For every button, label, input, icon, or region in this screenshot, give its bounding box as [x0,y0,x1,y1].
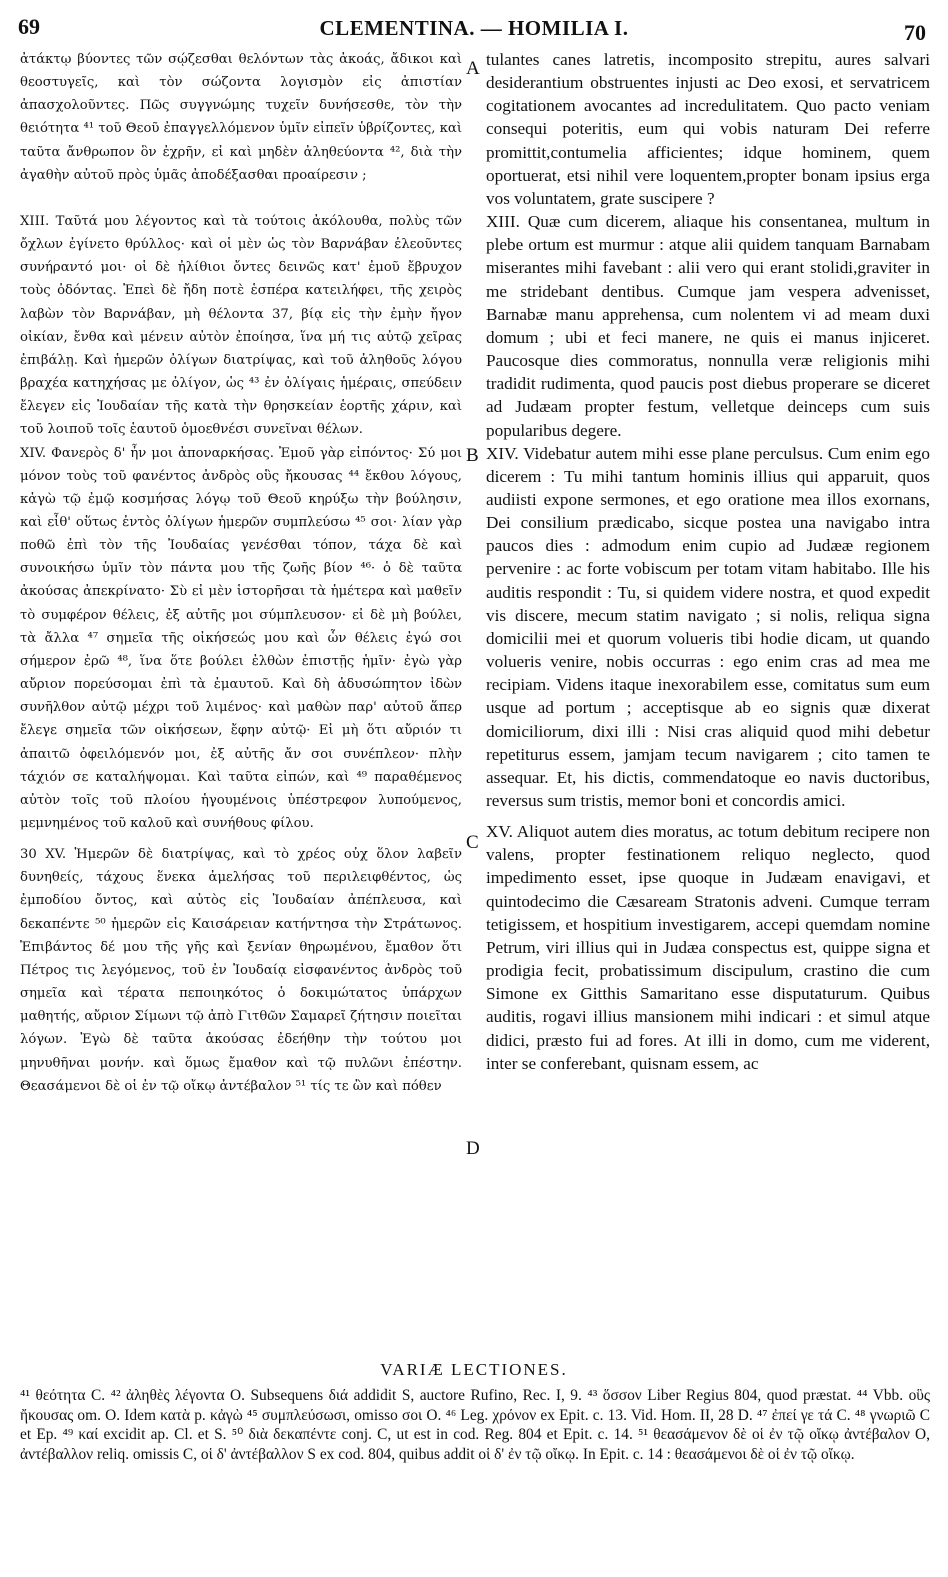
greek-paragraph-xv: 30 XV. Ἡμερῶν δὲ διατρίψας, καὶ τὸ χρέος οὐχ ὅλον λαβεῖν δυνηθείς, τάχους ἕνεκα ἀμελήσας τοῦ περιλειφθέντος, ὡς ἐμποδίου ὄντος, καὶ αὐτὸς εἰς Ἰουδαίαν ἀπέπλευσα, καὶ δεκαπέντε ⁵⁰ ἡμερῶν εἰς Καισάρειαν κατήντησα τὴν Στράτωνος. Ἐπιβάντος δέ μου τῆς γῆς καὶ ξενίαν θηρωμένου, ἔμαθον ὅτι Πέτρος τις λεγόμενος, τοῦ ἐν Ἰουδαίᾳ εἰσφανέντος ἀνδρὸς τοῦ σημεῖα καὶ τέρατα πεποιηκότος ὁ δοκιμώτατος ὑπάρχων μαθητής, αὔριον Σίμωνι τῷ ἀπὸ Γιτθῶν Σαμαρεῖ ζήτησιν ποιεῖται λόγων. Ἐγὼ δὲ ταῦτα ἀκούσας ἐδεήθην τὴν τούτου μοι μηνυθῆναι μονήν. καὶ ὅμως ἔμαθον καὶ τῷ πυλῶνι ἐπέστην. Θεασάμενοι δὲ οἱ ἐν τῷ οἴκῳ ἀντέβαλον ⁵¹ τίς τε ὢν καὶ πόθεν [20,847,462,1094]
greek-text-column [20,48,462,1098]
greek-paragraph-intro: ἀτάκτῳ βύοντες τῶν σῴζεσθαι θελόντων τὰς ἀκοάς, ἄδικοι καὶ θεοστυγεῖς, καὶ τὸν σώζοντα λογισμὸν εἰς ἀπιστίαν ἀπασχολοῦντες. Πῶς συγγνώμης τυχεῖν δυνήσεσθε, τὸν τὴν θειότητα ⁴¹ τοῦ Θεοῦ ἐπαγγελλόμενον ὑμῖν εἰπεῖν ὑβρίζοντες, καὶ ταῦτα ἄνθρωπον ὃν ἐχρῆν, εἰ καὶ μηδὲν ἀληθεύοντα ⁴², διὰ τὴν ἀγαθὴν αὐτοῦ πρὸς ὑμᾶς ἀποδέξασθαι προαίρεσιν ; [20,52,462,183]
latin-paragraph-xiii: XIII. Quæ cum dicerem, aliaque his consentanea, multum in plebe ortum est murmur : atque alii quidem tanquam Barnabam miserantes mihi favebant : alii vero qui erant stolidi,graviter in me stridebant dentibus. Cumque jam vespera advenisset, Barnabæ manu apprehensa, cum nolentem vi ad meam duxi domum ; ubi et feci manere, ne quis ei manus injiceret. Paucosque dies commoratus, nonnulla veræ religionis mihi tradidit rudimenta, quod paucis post diebus properare se diceret ad Judæam propter festum, velletque deinceps cum suis popularibus degere. [486,212,930,440]
margin-letter-b: B [466,445,479,466]
margin-letter-a: A [466,58,480,79]
variae-lectiones-notes: ⁴¹ θεότητα C. ⁴² ἀληθὲς λέγοντα O. Subsequens διά addidit S, auctore Rufino, Rec. I, 9. ⁴³ ὅσσον Liber Regius 804, quod præstat. ⁴⁴ Vbb. οὓς ἤκουσας om. O. Idem κατὰ p. κἀγὼ ⁴⁵ συμπλεύσωσι, omisso σοι O. ⁴⁶ Leg. χρόνον ex Epit. c. 13. Vid. Hom. II, 28 D. ⁴⁷ ἐπεί γε τά C. ⁴⁸ γνωριῶ C et Ep. ⁴⁹ καί excidit ap. Cl. et S. ⁵⁰ διὰ δεκαπέντε conj. C, ut est in cod. Reg. 804 et Epit. c. 14. ⁵¹ θεασάμενον δὲ οἱ ἐν τῷ οἴκῳ ἀντέβαλον O, ἀντέβαλλον reliq. omissis C, οἱ δ' ἀντέβαλλον S ex cod. 804, quibus addit οἱ δ' ἐν τῷ οἴκῳ. In Epit. c. 14 : θεασάμενοι δὲ οἱ ἐν τῷ οἴκῳ. [20,1387,930,1463]
greek-paragraph-xiii: XIII. Ταῦτά μου λέγοντος καὶ τὰ τούτοις ἀκόλουθα, πολὺς τῶν ὄχλων ἐγίνετο θρύλλος· καὶ οἱ μὲν ὡς τὸν Βαρνάβαν ἐλεοῦντες συνήραντό μοι· οἱ δὲ ἠλίθιοι ὄντες δεινῶς κατ' ἐμοῦ ἔβρυχον τοὺς ὀδόντας. Ἐπεὶ δὲ ἤδη ποτὲ ἑσπέρα κατειλήφει, τῆς χειρὸς λαβὼν τὸν Βαρνάβαν, μὴ θέλοντα 37, βίᾳ εἰς τὴν ἐμὴν ἤγον οἰκίαν, ἔνθα καὶ μένειν αὐτὸν ἐποίησα, ἵνα μή τις αὐτῷ χεῖρας ἐπιβάλῃ. Καὶ ἡμερῶν ὀλίγων διατρίψας, καὶ τοῦ ἀληθοῦς λόγου βραχέα κατηχήσας με ὀλίγον, ὡς ⁴³ ἐν ὀλίγαις ἡμέραις, σπεύδειν ἔλεγεν εἰς Ἰουδαίαν τῆς κατὰ τὴν θρησκείαν ἑορτῆς χάριν, καὶ τοῦ λοιποῦ τοῖς ἑαυτοῦ ὁμοεθνέσι συνεῖναι θέλων. [20,213,462,438]
variae-lectiones-heading: VARIÆ LECTIONES. [380,1360,568,1379]
latin-paragraph-xv: XV. Aliquot autem dies moratus, ac totum debitum recipere non valens, propter festinationem reliquo neglecto, quod impedimento esset, ipse quoque in Judæam enavigavi, et quintodecimo die Cæsaream Stratonis adveni. Cumque terram tetigissem, et hospitium investigarem, accepi quemdam nomine Petrum, viri illius qui in Judæa conspectus est, quippe signa et prodigia fecit, probatissimum discipulum, crastino die cum Simone ex Gitthis Samaritano esse disputaturum. Quibus auditis, rogavi illius mansionem mihi indicari : et simul atque didici, præsto fui ad fores. At illi in domo, cum me viderent, inter se conferebant, quisnam essem, ac [486,822,930,1073]
latin-paragraph-intro: tulantes canes latretis, incomposito strepitu, aures salvari desiderantium obstruentes injusti ac Deo exosi, et servatricem cogitationem avocantes ad incredulitatem. Quo pacto veniam consequi poteritis, eum qui vobis naturam Dei referre promittit,contumelia afficientes; idque hominem, quem oportuerat, etsi nihil vere loquentem,propter bonam ipsius erga vos voluntatem, grate suscipere ? [486,50,930,208]
page-number-right: 70 [904,20,926,45]
greek-paragraph-xiv: XIV. Φανερὸς δ' ἦν μοι ἀποναρκήσας. Ἐμοῦ γὰρ εἰπόντος· Σύ μοι μόνον τοὺς τοῦ φανέντος ἀνδρὸς οὓς ἤκουσας ⁴⁴ ἔκθου λόγους, κἀγὼ τῷ ἐμῷ κοσμήσας λόγῳ τοῦ Θεοῦ κηρύξω τὴν βούλησιν, καὶ εἶθ' οὕτως ἐντὸς ὀλίγων ἡμερῶν συμπλεύσω ⁴⁵ σοι· λίαν γὰρ ποθῶ ἐπὶ τὸν τῆς Ἰουδαίας γενέσθαι τόπον, τάχα δὲ καὶ συνοικήσω ὑμῖν τὸν πάντα μου τῆς ζωῆς βίον ⁴⁶· ὁ δὲ ταῦτα ἀκούσας ἀπεκρίνατο· Σὺ εἰ μὲν ἱστορῆσαι τὰ ἡμέτερα καὶ μαθεῖν τὸ συμφέρον θέλεις, ἐξ αὐτῆς μοι σύμπλευσον· εἰ δὲ μὴ βούλει, τὰ ἄλλα ⁴⁷ σημεῖα τῆς οἰκήσεώς μου καὶ ὧν θέλεις ἐγώ σοι σήμερον ἐρῶ ⁴⁸, ἵνα ὅτε βούλει ἐλθὼν ἐπιστῇς ἡμῖν· ἐγὼ γὰρ αὔριον πορεύσομαι ἐπὶ τὰ ἐμαυτοῦ. Καὶ δὴ ἀδυσώπητον ἰδὼν συνῆλθον αὐτῷ μέχρι τοῦ λιμένος· καὶ μαθὼν παρ' αὐτοῦ ἅπερ ἔλεγε σημεῖα τῶν οἰκήσεων, ἔφην αὐτῷ· Εἰ μὴ ὅτι αὔριόν τι ἀπαιτῶ ὀφειλόμενόν μοι, ἐξ αὐτῆς ἄν σοι συνέπλεον· πλὴν τάχιόν σε καταλήψομαι. Καὶ ταῦτα εἰπών, καὶ ⁴⁹ παραθέμενος αὐτὸν τοῖς τοῦ πλοίου ἡγουμένοις ὑπέστρεφον λυπούμενος, μεμνημένος τοῦ καλοῦ καὶ συνήθους φίλου. [20,445,462,831]
margin-letter-d: D [466,1138,480,1159]
page-number-left: 69 [18,14,40,39]
running-header [0,12,948,45]
margin-letter-c: C [466,832,479,853]
latin-text-column [486,48,930,1075]
latin-paragraph-xiv: XIV. Videbatur autem mihi esse plane perculsus. Cum enim ego dicerem : Tu mihi tantum hominis illius qui apparuit, quos audiisti expone sermones, et ego oratione mea illos exornans, Dei consilium prædicabo, sicque postea una navigabo intra paucos dies : admodum enim cupio ad Judææ regionem pervenire : ac forte vobiscum per totam vitam habitabo. Ille his auditis respondit : Tu, si quidem videre nostra, et quod expedit vis discere, mecum statim navigato ; si nolis, reliqua signa domicilii mei et quorum volueris tibi hodie dicam, ut quando volueris venire, nobis occurras : ego enim cras ad mea me recipiam. Videns itaque inexorabilem esse, comitatus sum eum usque ad portum ; acceptisque ab eo signis quæ dixerat domiciliorum, dixi illi : Nisi cras aliquid quod mihi debetur repetiturus essem, jamjam tecum navigarem ; cito tamen te assequar. Et, his dictis, commendatoque eo navis ductoribus, reversus sum tristis, memor boni et concordis amici. [486,443,930,810]
running-title: CLEMENTINA. — HOMILIA I. [319,16,629,40]
